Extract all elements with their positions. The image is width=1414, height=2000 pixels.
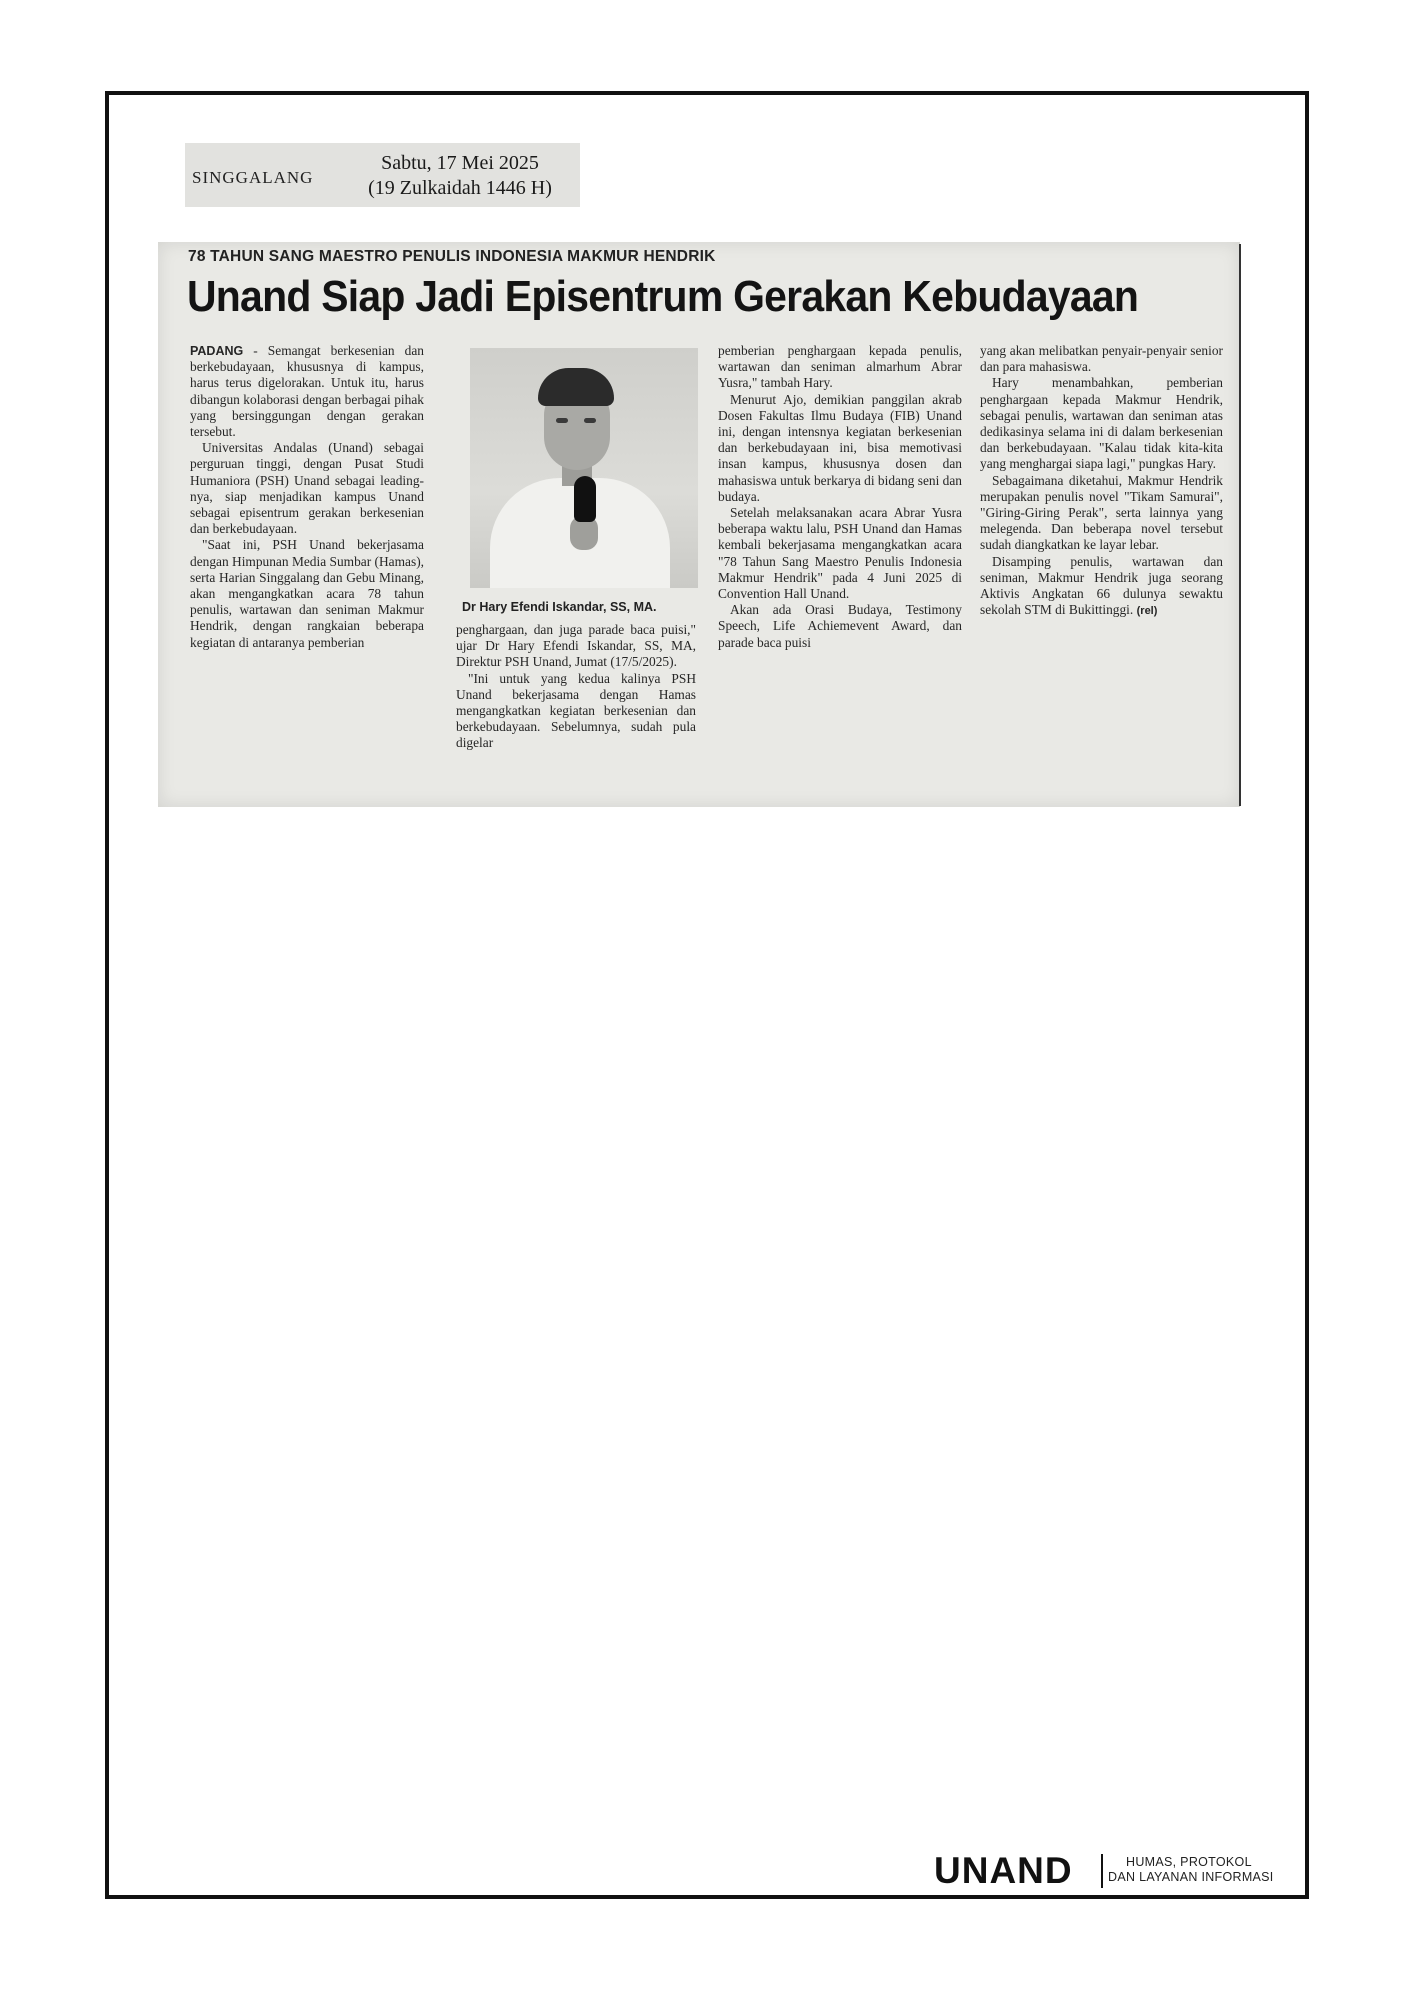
article-kicker: 78 TAHUN SANG MAESTRO PENULIS INDONESIA MAKMUR HENDRIK [188, 248, 716, 265]
logo-divider [1101, 1854, 1103, 1888]
dateline: PADANG [190, 344, 244, 358]
signoff: (rel) [1136, 605, 1158, 618]
paragraph: Sebagaimana diketahui, Makmur Hendrik merupakan penulis novel "Tikam Samurai", "Giring-Giring Perak", serta lainnya yang melegenda. Dan beberapa novel tersebut sudah diangkatkan ke layar lebar. [980, 472, 1223, 553]
paragraph: yang akan melibatkan penyair-penyair senior dan para mahasiswa. [980, 343, 1223, 375]
newspaper-name: SINGGALANG [192, 168, 314, 187]
paragraph: Universitas Andalas (Unand) sebagai perguruan tinggi, dengan Pusat Studi Humaniora (PSH) Unand sebagai leading-nya, siap menjadikan kampus Unand sebagai episentrum gerakan berkesenian dan berkebudayaan. [190, 440, 424, 537]
paragraph: pemberian penghargaan kepada penulis, wartawan dan seniman almarhum Abrar Yusra," tambah Hary. [718, 343, 962, 391]
portrait-photo [470, 348, 698, 588]
paragraph: penghargaan, dan juga parade baca puisi," ujar Dr Hary Efendi Iskandar, SS, MA, Direktur PSH Unand, Jumat (17/5/2025). [456, 622, 696, 670]
paragraph: "Ini untuk yang kedua kalinya PSH Unand bekerjasama dengan Hamas mengangkatkan kegiatan berkesenian dan berkebudayaan. Sebelumnya, sudah pula digelar [456, 670, 696, 751]
paragraph: Hary menambahkan, pemberian penghargaan kepada Makmur Hendrik, sebagai penulis, wartawan dan seniman atas dedikasinya selama ini di dalam berkesenian dan berkebudayaan. "Kalau tidak kita-kita yang menghargai siapa lagi," pungkas Hary. [980, 375, 1223, 472]
article-headline: Unand Siap Jadi Episentrum Gerakan Kebudayaan [187, 272, 1139, 321]
unit-name [1108, 1855, 1274, 1885]
article-column-4 [980, 343, 1223, 619]
paragraph: Setelah melaksanakan acara Abrar Yusra beberapa waktu lalu, PSH Unand dan Hamas kembali bekerjasama mengangkatkan acara "78 Tahun Sang Maestro Penulis Indonesia Makmur Hendrik" pada 4 Juni 2025 di Convention Hall Unand. [718, 505, 962, 602]
article-column-2 [456, 622, 696, 752]
article-column-1 [190, 343, 424, 651]
publication-date [345, 151, 575, 201]
unit-name-line-2: DAN LAYANAN INFORMASI [1108, 1870, 1274, 1884]
paragraph: Menurut Ajo, demikian panggilan akrab Dosen Fakultas Ilmu Budaya (FIB) Unand ini, dengan intensnya kegiatan berkesenian dan berkebudayaan ini, bisa memotivasi insan kampus, khususnya dosen dan mahasiswa untuk berkarya di bidang seni dan budaya. [718, 391, 962, 504]
column-rule [1239, 244, 1241, 806]
date-gregorian: Sabtu, 17 Mei 2025 [381, 152, 539, 174]
paragraph: Akan ada Orasi Budaya, Testimony Speech, Life Achiemevent Award, dan parade baca puisi [718, 602, 962, 650]
unand-logo: UNAND [934, 1850, 1073, 1891]
photo-caption: Dr Hary Efendi Iskandar, SS, MA. [462, 600, 657, 614]
unit-name-line-1: HUMAS, PROTOKOL [1126, 1855, 1252, 1869]
paragraph: "Saat ini, PSH Unand bekerjasama dengan Himpunan Media Sumbar (Hamas), serta Harian Singgalang dan Gebu Minang, akan mengangkatkan acara 78 tahun penulis, wartawan dan seniman Makmur Hendrik, dengan rangkaian beberapa kegiatan di antaranya pemberian [190, 537, 424, 650]
article-column-3 [718, 343, 962, 651]
paragraph: Disamping penulis, wartawan dan seniman, Makmur Hendrik juga seorang Aktivis Angkatan 66 dulunya sewaktu sekolah STM di Bukittinggi. (rel) [980, 553, 1223, 618]
date-hijri: (19 Zulkaidah 1446 H) [368, 177, 552, 199]
paragraph: PADANG - Semangat berkesenian dan berkebudayaan, khususnya di kampus, harus terus digelorakan. Untuk itu, harus dibangun kolaborasi dengan berbagai pihak yang bersinggungan dengan gerakan tersebut. [190, 343, 424, 440]
microphone-icon [574, 476, 596, 522]
